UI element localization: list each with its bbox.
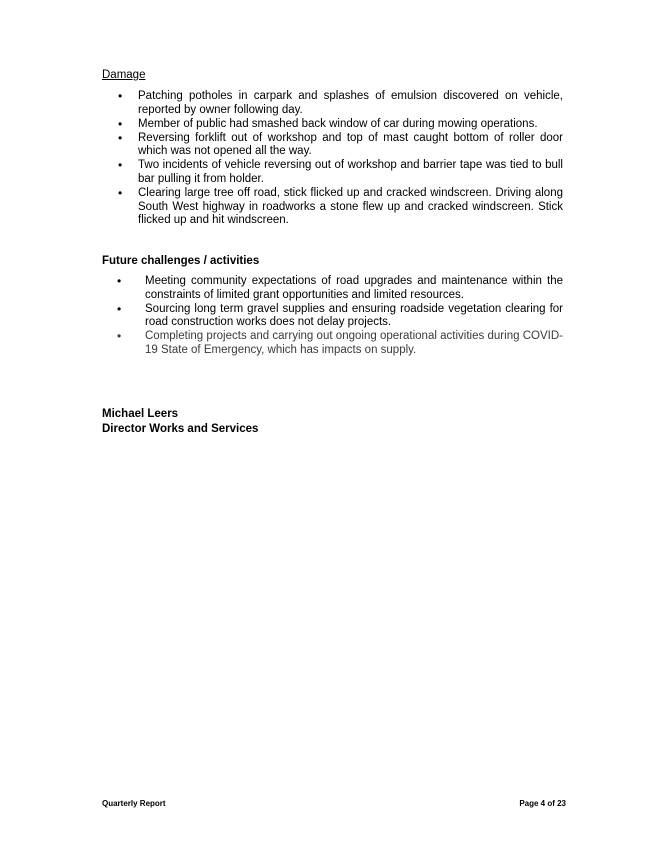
list-item [118, 186, 563, 228]
bullet-icon: • [117, 274, 122, 288]
damage-list [118, 89, 563, 228]
list-item [118, 89, 563, 117]
bullet-icon: • [118, 158, 123, 173]
list-item [118, 130, 563, 159]
list-item-text: Clearing large tree off road, stick flicked up and cracked windscreen. Driving along South West highway in roadworks a stone flew up and cracked windscreen. Stick flicked up and hit windscreen. [138, 187, 563, 227]
signatory-name: Michael Leers [102, 408, 179, 420]
footer-report-name: Quarterly Report [102, 799, 166, 808]
list-item-text: Meeting community expectations of road upgrades and maintenance within the constraints of limited grant opportunities and limited resources. [145, 275, 563, 301]
footer-page-number: Page 4 of 23 [519, 799, 566, 808]
signatory-title: Director Works and Services [102, 423, 259, 435]
bullet-icon: • [118, 116, 123, 131]
bullet-icon: • [118, 130, 123, 145]
list-item [117, 301, 563, 330]
list-item [117, 329, 563, 357]
list-item-text: Sourcing long term gravel supplies and ensuring roadside vegetation clearing for road construction works does not delay projects. [145, 302, 563, 329]
list-item-text: Patching potholes in carpark and splashes of emulsion discovered on vehicle, reported by owner following day. [138, 90, 563, 116]
bullet-icon: • [118, 89, 123, 103]
list-item [118, 116, 563, 132]
bullet-icon: • [117, 329, 122, 344]
list-item-text: Reversing forklift out of workshop and top of mast caught bottom of roller door which was not opened all the way. [138, 131, 563, 158]
damage-heading: Damage [102, 69, 146, 81]
future-list [117, 274, 563, 358]
list-item-text: Member of public had smashed back window of car during mowing operations. [138, 117, 538, 130]
bullet-icon: • [117, 301, 122, 316]
signature-block [102, 407, 258, 437]
list-item-text: Completing projects and carrying out ongoing operational activities during COVID-19 State of Emergency, which has impacts on supply. [145, 330, 563, 356]
list-item [117, 274, 563, 302]
bullet-icon: • [118, 186, 123, 201]
list-item-text: Two incidents of vehicle reversing out of workshop and barrier tape was tied to bull bar pulling it from holder. [138, 159, 563, 186]
list-item [118, 158, 563, 186]
future-heading: Future challenges / activities [102, 255, 260, 267]
